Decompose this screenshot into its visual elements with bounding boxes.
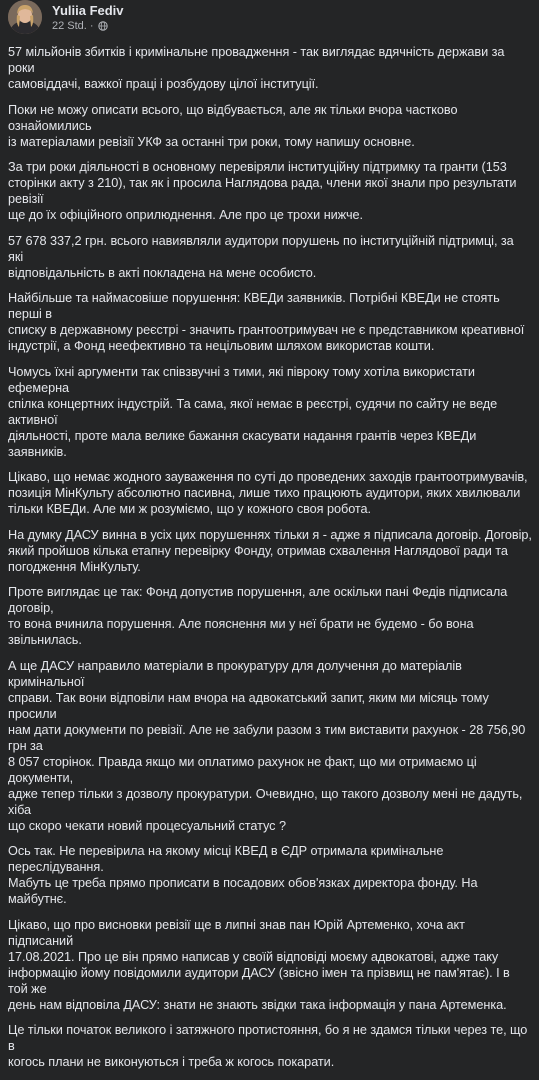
post-time[interactable]: 22 Std. bbox=[52, 20, 87, 32]
post-paragraph: 57 мільйонів збитків і кримінальне провадження - так виглядає вдячність держави за роки самовіддачі, важкої праці і розбудову цілої інституції. bbox=[8, 45, 505, 91]
author-name[interactable]: Yuliia Fediv bbox=[52, 3, 124, 18]
post-paragraph: Ось так. Не перевірила на якому місці КВЕД в ЄДР отримала кримінальне переслідування. Мабуть це треба прямо прописати в посадових обов'язках директора фонду. На майбутнє. bbox=[8, 844, 478, 906]
post-paragraph: Поки не можу описати всього, що відбувається, але як тільки вчора частково ознайомились із матеріалами ревізії УКФ за останні три роки, тому напишу основне. bbox=[8, 102, 458, 149]
post-paragraph: Це тільки початок великого і затяжного протистояння, бо я не здамся тільки через те, що в когось плани не виконуються і треба ж когось покарати. bbox=[8, 1023, 528, 1069]
post-paragraph: За три роки діяльності в основному перевіряли інституційну підтримку та гранти (153 сторінки акту з 210), так як і просила Наглядова рада, члени якої знали про результати ревізії ще до їх офіційного оприлюднення. Але про це трохи нижче. bbox=[8, 160, 517, 222]
post-paragraph: А ще ДАСУ направило матеріали в прокуратуру для долучення до матеріалів кримінальної справи. Так вони відповіли нам вчора на адвокатський запит, яким ми місяць тому просили нам дати документи по ревізії. Але не забули разом з тим виставити рахунок - 28 756,90 грн за 8 057 сторінок. Правда якщо ми оплатимо рахунок не факт, що ми отримаємо ці документи, адже тепер тільки з дозволу прокуратури. Очевидно, що такого дозволу мені не дадуть, хіба що скоро чекати новий процесуальний статус ? bbox=[8, 658, 526, 833]
author-avatar[interactable] bbox=[8, 0, 42, 34]
post-paragraph: На думку ДАСУ винна в усіх цих порушеннях тільки я - адже я підписала договір. Договір, який пройшов кілька етапну перевірку Фонду, отримав схвалення Наглядової ради та погодження МінКульту. bbox=[8, 527, 532, 574]
post-paragraph: Найбільше та наймасовіше порушення: КВЕДи заявників. Потрібні КВЕДи не стоять перші в списку в державному реєстрі - значить грантоотримувач не є представником креативної індустрії, а Фонд неефективно та нецільовим шляхом використав кошти. bbox=[8, 291, 525, 353]
post-paragraph: Проте виглядає це так: Фонд допустив порушення, але оскільки пані Федів підписала договір, то вона вчинила порушення. Але пояснення ми у неї брати не будемо - бо вона звільнилась. bbox=[8, 585, 508, 647]
post-meta bbox=[52, 20, 108, 32]
post-header bbox=[0, 0, 539, 40]
post-paragraph: 57 678 337,2 грн. всього навиявляли аудитори порушень по інституційній підтримці, за які відповідальність в акті покладена на мене особисто. bbox=[8, 233, 514, 280]
post-paragraph: Цікаво, що немає жодного зауваження по суті до проведених заходів грантоотримувачів, позиція МінКульту абсолютно пасивна, лише тихо працюють аудитори, яких хвилювали тільки КВЕДи. Але ми ж розуміємо, що у кожного своя робота. bbox=[8, 470, 528, 516]
post-paragraph: Цікаво, що про висновки ревізії ще в липні знав пан Юрій Артеменко, хоча акт підписаний 17.08.2021. Про це він прямо написав у своїй відповіді моєму адвокатові, адже таку інформацію йому повідомили аудитори ДАСУ (звісно імен та прізвищ не пам'ятає). І в той же день нам відповіла ДАСУ: знати не знають звідки така інформація у пана Артеменка. bbox=[8, 917, 510, 1012]
post-body bbox=[8, 44, 532, 1080]
meta-separator: · bbox=[89, 20, 94, 32]
post-paragraph: Чомусь їхні аргументи так співзвучні з тими, які півроку тому хотіла використати ефемерна спілка концертних індустрій. Та сама, якої немає в реєстрі, судячи по сайту не веде активної діяльності, проте мала велике бажання скасувати надання грантів через КВЕДи заявників. bbox=[8, 364, 498, 459]
globe-icon[interactable] bbox=[98, 21, 108, 31]
